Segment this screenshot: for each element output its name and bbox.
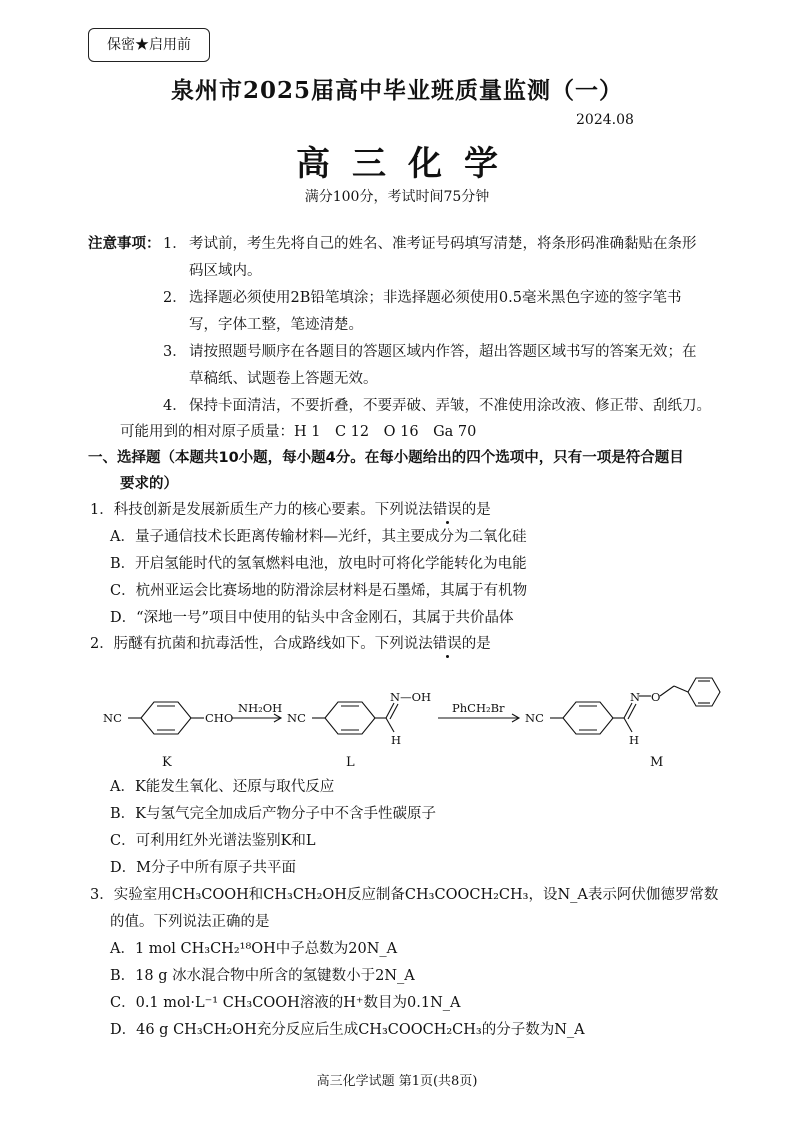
- q2-option-a: A．K能发生氧化、还原与取代反应: [110, 779, 335, 795]
- reagent-1: NH₂OH: [238, 701, 283, 715]
- subject-title: 高三化学: [296, 144, 520, 184]
- l-nc-label: NC: [287, 711, 306, 725]
- score-info: 满分100分，考试时间75分钟: [304, 189, 490, 205]
- page-footer: 高三化学试题 第1页(共8页): [316, 1074, 478, 1089]
- q3-option-a: A．1 mol CH₃CH₂¹⁸OH中子总数为20N_A: [110, 941, 398, 957]
- l-n-oh-label: N—OH: [390, 690, 432, 704]
- note-3-line2: 草稿纸、试题卷上答题无效。: [189, 371, 378, 387]
- note-4-line1: 保持卡面清洁，不要折叠，不要弄破、弄皱，不准使用涂改液、修正带、刮纸刀。: [189, 398, 711, 414]
- q2-option-b: B．K与氢气完全加成后产物分子中不含手性碳原子: [110, 806, 436, 822]
- q1-option-b: B．开启氢能时代的氢氧燃料电池，放电时可将化学能转化为电能: [110, 556, 527, 572]
- note-2-num: 2．: [163, 290, 187, 306]
- q3-stem-line2: 的值。下列说法正确的是: [110, 914, 270, 930]
- note-1-line1: 考试前，考生先将自己的姓名、准考证号码填写清楚，将条形码准确黏贴在条形: [189, 236, 697, 252]
- q3-option-c: C．0.1 mol·L⁻¹ CH₃COOH溶液的H⁺数目为0.1N_A: [110, 995, 461, 1011]
- m-n-label: N: [630, 690, 641, 704]
- section1-heading-cont: 要求的）: [120, 476, 178, 492]
- m-h-label: H: [629, 733, 640, 747]
- label-m: M: [650, 755, 664, 770]
- section1-heading: 一、选择题（本题共10小题，每小题4分。在每小题给出的四个选项中，只有一项是符合题目: [88, 450, 684, 466]
- note-3-num: 3．: [163, 344, 187, 360]
- synthesis-scheme: [100, 664, 740, 774]
- k-cho-label: CHO: [205, 711, 234, 725]
- reagent-2: PhCH₂Br: [452, 701, 505, 715]
- note-2-line1: 选择题必须使用2B铅笔填涂；非选择题必须使用0.5毫米黑色字迹的签字笔书: [189, 290, 682, 306]
- q3-stem-line1: 3．实验室用CH₃COOH和CH₃CH₂OH反应制备CH₃COOCH₂CH₃，设N_A表示阿伏伽德罗常数: [90, 887, 719, 903]
- q1-option-d: D．“深地一号”项目中使用的钻头中含金刚石，其属于共价晶体: [110, 610, 514, 626]
- q3-option-b: B．18 g 冰水混合物中所含的氢键数小于2N_A: [110, 968, 415, 984]
- q3-option-d: D．46 g CH₃CH₂OH充分反应后生成CH₃COOCH₂CH₃的分子数为N_A: [110, 1022, 585, 1038]
- m-o-label: O: [651, 690, 661, 704]
- note-2-line2: 写，字体工整，笔迹清楚。: [189, 317, 363, 333]
- q2-option-c: C．可利用红外光谱法鉴别K和L: [110, 833, 316, 849]
- note-3-line1: 请按照题号顺序在各题目的答题区域内作答，超出答题区域书写的答案无效；在: [189, 344, 697, 360]
- atomic-masses: 可能用到的相对原子质量：H 1 C 12 O 16 Ga 70: [120, 424, 477, 440]
- q1-option-c: C．杭州亚运会比赛场地的防滑涂层材料是石墨烯，其属于有机物: [110, 583, 528, 599]
- q1-stem: 1．科技创新是发展新质生产力的核心要素。下列说法错误的是: [90, 502, 491, 518]
- note-4-num: 4．: [163, 398, 187, 414]
- note-1-num: 1．: [163, 236, 187, 252]
- q1-option-a: A．量子通信技术长距离传输材料—光纤，其主要成分为二氧化硅: [110, 529, 527, 545]
- note-1-line2: 码区域内。: [189, 263, 262, 279]
- exam-date: 2024.08: [576, 112, 634, 128]
- notes-label: 注意事项：: [88, 236, 161, 252]
- q2-option-d: D．M分子中所有原子共平面: [110, 860, 296, 876]
- q2-stem: 2．肟醚有抗菌和抗毒活性，合成路线如下。下列说法错误的是: [90, 636, 491, 652]
- confidential-label: 保密★启用前: [88, 28, 210, 62]
- l-h-label: H: [391, 733, 402, 747]
- label-k: K: [162, 755, 172, 770]
- label-l: L: [346, 755, 355, 770]
- m-nc-label: NC: [525, 711, 544, 725]
- exam-title: 泉州市2025届高中毕业班质量监测（一）: [170, 77, 623, 104]
- k-nc-label: NC: [103, 711, 122, 725]
